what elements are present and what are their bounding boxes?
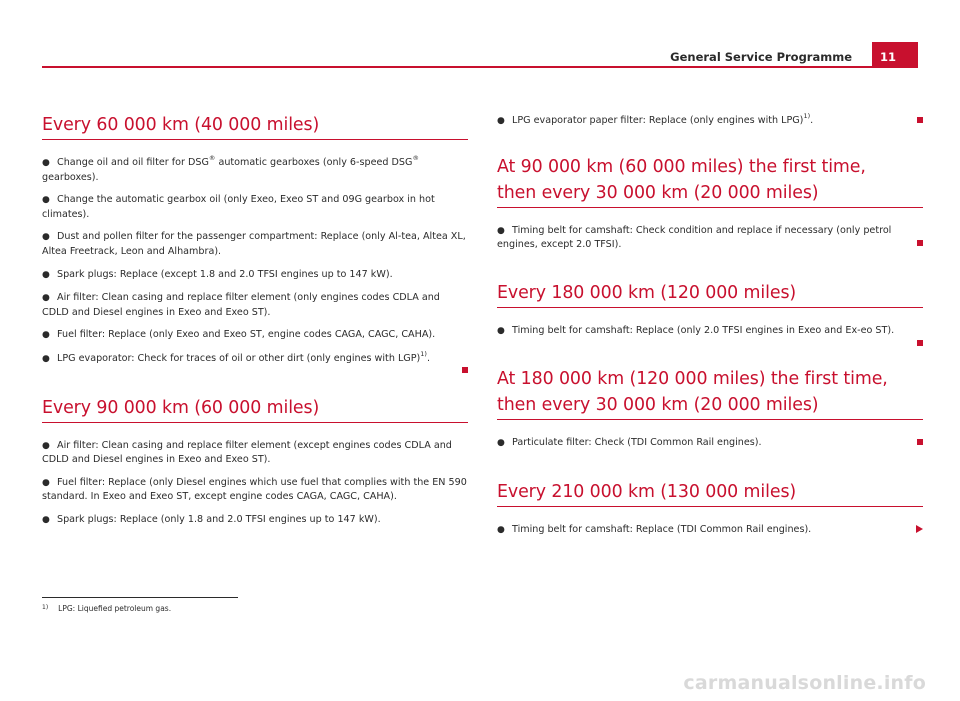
section-heading: Every 210 000 km (130 000 miles) <box>497 479 923 507</box>
list-item: ● Timing belt for camshaft: Check condition and replace if necessary (only petrol engines, except 2.0 TFSI). <box>497 224 923 252</box>
section-at-180000-first <box>497 366 923 451</box>
footnote-mark: 1) <box>42 604 49 611</box>
bullet-icon: ● <box>42 440 50 451</box>
bullet-icon: ● <box>42 353 50 364</box>
list-item: ● Air filter: Clean casing and replace filter element (only engines codes CDLA and CDLD and Diesel engines in Exeo and Exeo ST). <box>42 292 440 318</box>
section-every-60000 <box>42 112 468 367</box>
section-at-90000-first <box>497 154 923 252</box>
footnote-ref: 1) <box>803 111 811 120</box>
section-heading: Every 180 000 km (120 000 miles) <box>497 280 923 308</box>
bullet-icon: ● <box>42 330 50 341</box>
item-list <box>497 324 923 339</box>
bullet-icon: ● <box>497 524 505 535</box>
section-end-icon <box>917 240 923 246</box>
watermark: carmanualsonline.info <box>683 672 926 694</box>
right-column <box>497 111 923 547</box>
item-list <box>497 111 923 129</box>
footnote-ref: 1) <box>420 349 427 358</box>
list-item: ● Spark plugs: Replace (except 1.8 and 2.0 TFSI engines up to 147 kW). <box>42 268 468 283</box>
section-heading: At 180 000 km (120 000 miles) the first time, then every 30 000 km (20 000 miles) <box>497 366 923 420</box>
list-item: ● Dust and pollen filter for the passenger compartment: Replace (only Al-tea, Altea XL, Altea Freetrack, Leon and Alhambra). <box>42 231 466 257</box>
list-item: ● Timing belt for camshaft: Replace (TDI Common Rail engines). <box>497 523 923 538</box>
page-number: 11 <box>880 50 897 64</box>
list-item: ● Change the automatic gearbox oil (only Exeo, Exeo ST and 09G gearbox in hot climates). <box>42 194 435 220</box>
list-item: ● Fuel filter: Replace (only Diesel engines which use fuel that complies with the EN 590 standard. In Exeo and Exeo ST, except engine codes CAGA, CAGC, CAHA). <box>42 476 467 503</box>
footnote-text: LPG: Liquefied petroleum gas. <box>58 604 172 613</box>
section-end-icon <box>462 367 468 373</box>
item-list <box>42 439 468 528</box>
list-item: ● Spark plugs: Replace (only 1.8 and 2.0 TFSI engines up to 147 kW). <box>42 513 468 528</box>
bullet-icon: ● <box>497 116 505 126</box>
list-item: ● Air filter: Clean casing and replace filter element (except engines codes CDLA and CDLD and Diesel engines in Exeo and Exeo ST). <box>42 439 452 466</box>
header-rule <box>42 66 918 68</box>
footnote <box>42 604 171 613</box>
list-item: ● Fuel filter: Replace (only Exeo and Exeo ST, engine codes CAGA, CAGC, CAHA). <box>42 328 468 343</box>
bullet-icon: ● <box>42 195 50 206</box>
section-every-210000 <box>497 479 923 538</box>
continue-arrow-icon <box>916 525 923 533</box>
bullet-icon: ● <box>497 325 505 336</box>
page-number-box <box>872 42 918 68</box>
list-item: ● LPG evaporator: Check for traces of oil or other dirt (only engines with LGP)$^{1)}$. <box>42 352 468 367</box>
item-list <box>42 153 468 367</box>
section-every-90000 <box>42 395 468 528</box>
running-title: General Service Programme <box>670 50 852 64</box>
list-item: ● LPG evaporator paper filter: Replace (only engines with LPG)$^{1)}$. <box>497 114 923 129</box>
section-heading: Every 90 000 km (60 000 miles) <box>42 395 468 423</box>
section-heading: At 90 000 km (60 000 miles) the first time, then every 30 000 km (20 000 miles) <box>497 154 923 208</box>
left-column <box>42 112 468 537</box>
section-every-180000 <box>497 280 923 339</box>
section-end-icon <box>917 439 923 445</box>
section-end-icon <box>917 340 923 346</box>
bullet-icon: ● <box>42 293 50 304</box>
list-item: ● Particulate filter: Check (TDI Common Rail engines). <box>497 436 923 451</box>
bullet-icon: ● <box>42 514 50 525</box>
item-list <box>497 436 923 451</box>
bullet-icon: ● <box>42 158 50 168</box>
section-end-icon <box>917 117 923 123</box>
bullet-icon: ● <box>42 477 50 488</box>
bullet-icon: ● <box>497 438 505 449</box>
bullet-icon: ● <box>42 269 50 280</box>
item-list <box>497 523 923 538</box>
bullet-icon: ● <box>42 232 50 243</box>
item-list <box>497 224 923 252</box>
bullet-icon: ● <box>497 225 505 236</box>
list-item: ● Change oil and oil filter for DSG® automatic gearboxes (only 6-speed DSG® gearboxes). <box>42 153 419 183</box>
list-item: ● Timing belt for camshaft: Replace (only 2.0 TFSI engines in Exeo and Ex-eo ST). <box>497 324 923 339</box>
footnote-rule <box>42 597 238 598</box>
section-heading: Every 60 000 km (40 000 miles) <box>42 112 468 140</box>
